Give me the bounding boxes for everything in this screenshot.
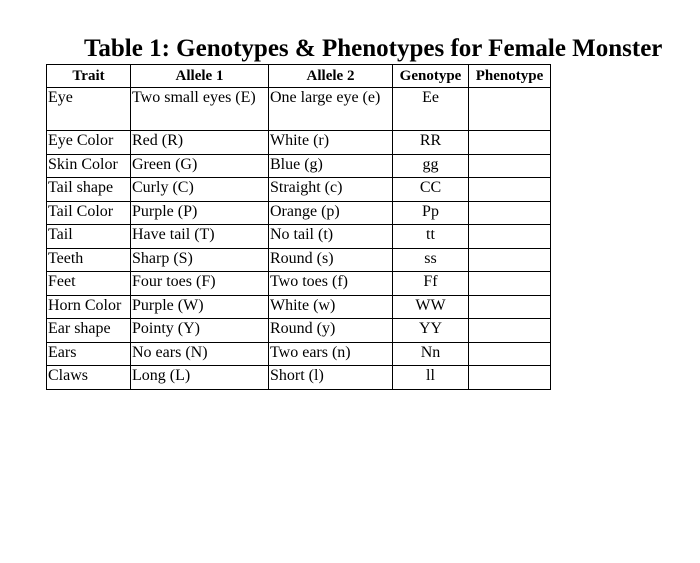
- allele-1-cell: Sharp (S): [131, 248, 269, 272]
- trait-cell: Horn Color: [47, 295, 131, 319]
- phenotype-cell: [469, 295, 551, 319]
- allele-2-cell: Two ears (n): [269, 342, 393, 366]
- trait-cell: Tail Color: [47, 201, 131, 225]
- allele-2-cell: One large eye (e): [269, 88, 393, 131]
- header-allele-2: Allele 2: [269, 65, 393, 88]
- trait-cell: Tail: [47, 225, 131, 249]
- table-row: [47, 154, 551, 178]
- allele-1-cell: Green (G): [131, 154, 269, 178]
- table-row: [47, 319, 551, 343]
- allele-2-cell: Blue (g): [269, 154, 393, 178]
- genotype-cell: Ff: [393, 272, 469, 296]
- trait-cell: Skin Color: [47, 154, 131, 178]
- genotype-cell: RR: [393, 131, 469, 155]
- table-row: [47, 88, 551, 131]
- header-trait: Trait: [47, 65, 131, 88]
- allele-2-cell: White (w): [269, 295, 393, 319]
- genotype-cell: gg: [393, 154, 469, 178]
- table-row: [47, 248, 551, 272]
- allele-1-cell: Pointy (Y): [131, 319, 269, 343]
- genotype-cell: Ee: [393, 88, 469, 131]
- trait-cell: Ears: [47, 342, 131, 366]
- allele-1-cell: Have tail (T): [131, 225, 269, 249]
- genotype-cell: YY: [393, 319, 469, 343]
- table-row: [47, 295, 551, 319]
- phenotype-cell: [469, 248, 551, 272]
- genotype-cell: tt: [393, 225, 469, 249]
- table-row: [47, 178, 551, 202]
- header-row: [47, 65, 551, 88]
- genotype-table: [46, 64, 551, 390]
- phenotype-cell: [469, 201, 551, 225]
- allele-1-cell: Long (L): [131, 366, 269, 390]
- phenotype-cell: [469, 366, 551, 390]
- genotype-cell: ll: [393, 366, 469, 390]
- table-row: [47, 366, 551, 390]
- allele-1-cell: No ears (N): [131, 342, 269, 366]
- phenotype-cell: [469, 88, 551, 131]
- phenotype-cell: [469, 272, 551, 296]
- trait-cell: Eye: [47, 88, 131, 131]
- phenotype-cell: [469, 225, 551, 249]
- allele-1-cell: Curly (C): [131, 178, 269, 202]
- allele-2-cell: White (r): [269, 131, 393, 155]
- allele-1-cell: Purple (P): [131, 201, 269, 225]
- table-row: [47, 201, 551, 225]
- allele-2-cell: Round (y): [269, 319, 393, 343]
- allele-2-cell: Two toes (f): [269, 272, 393, 296]
- trait-cell: Teeth: [47, 248, 131, 272]
- allele-1-cell: Purple (W): [131, 295, 269, 319]
- genotype-cell: Nn: [393, 342, 469, 366]
- phenotype-cell: [469, 131, 551, 155]
- allele-2-cell: Short (l): [269, 366, 393, 390]
- header-phenotype: Phenotype: [469, 65, 551, 88]
- allele-1-cell: Red (R): [131, 131, 269, 155]
- allele-2-cell: No tail (t): [269, 225, 393, 249]
- trait-cell: Feet: [47, 272, 131, 296]
- allele-2-cell: Orange (p): [269, 201, 393, 225]
- allele-1-cell: Four toes (F): [131, 272, 269, 296]
- table-row: [47, 342, 551, 366]
- phenotype-cell: [469, 342, 551, 366]
- genotype-cell: CC: [393, 178, 469, 202]
- allele-2-cell: Straight (c): [269, 178, 393, 202]
- table-row: [47, 131, 551, 155]
- header-allele-1: Allele 1: [131, 65, 269, 88]
- trait-cell: Tail shape: [47, 178, 131, 202]
- trait-cell: Ear shape: [47, 319, 131, 343]
- genotype-cell: ss: [393, 248, 469, 272]
- phenotype-cell: [469, 154, 551, 178]
- genotype-cell: WW: [393, 295, 469, 319]
- table-row: [47, 225, 551, 249]
- genotype-cell: Pp: [393, 201, 469, 225]
- trait-cell: Eye Color: [47, 131, 131, 155]
- phenotype-cell: [469, 319, 551, 343]
- table-title: Table 1: Genotypes & Phenotypes for Female Monster: [84, 35, 663, 62]
- allele-1-cell: Two small eyes (E): [131, 88, 269, 131]
- phenotype-cell: [469, 178, 551, 202]
- trait-cell: Claws: [47, 366, 131, 390]
- allele-2-cell: Round (s): [269, 248, 393, 272]
- table-row: [47, 272, 551, 296]
- header-genotype: Genotype: [393, 65, 469, 88]
